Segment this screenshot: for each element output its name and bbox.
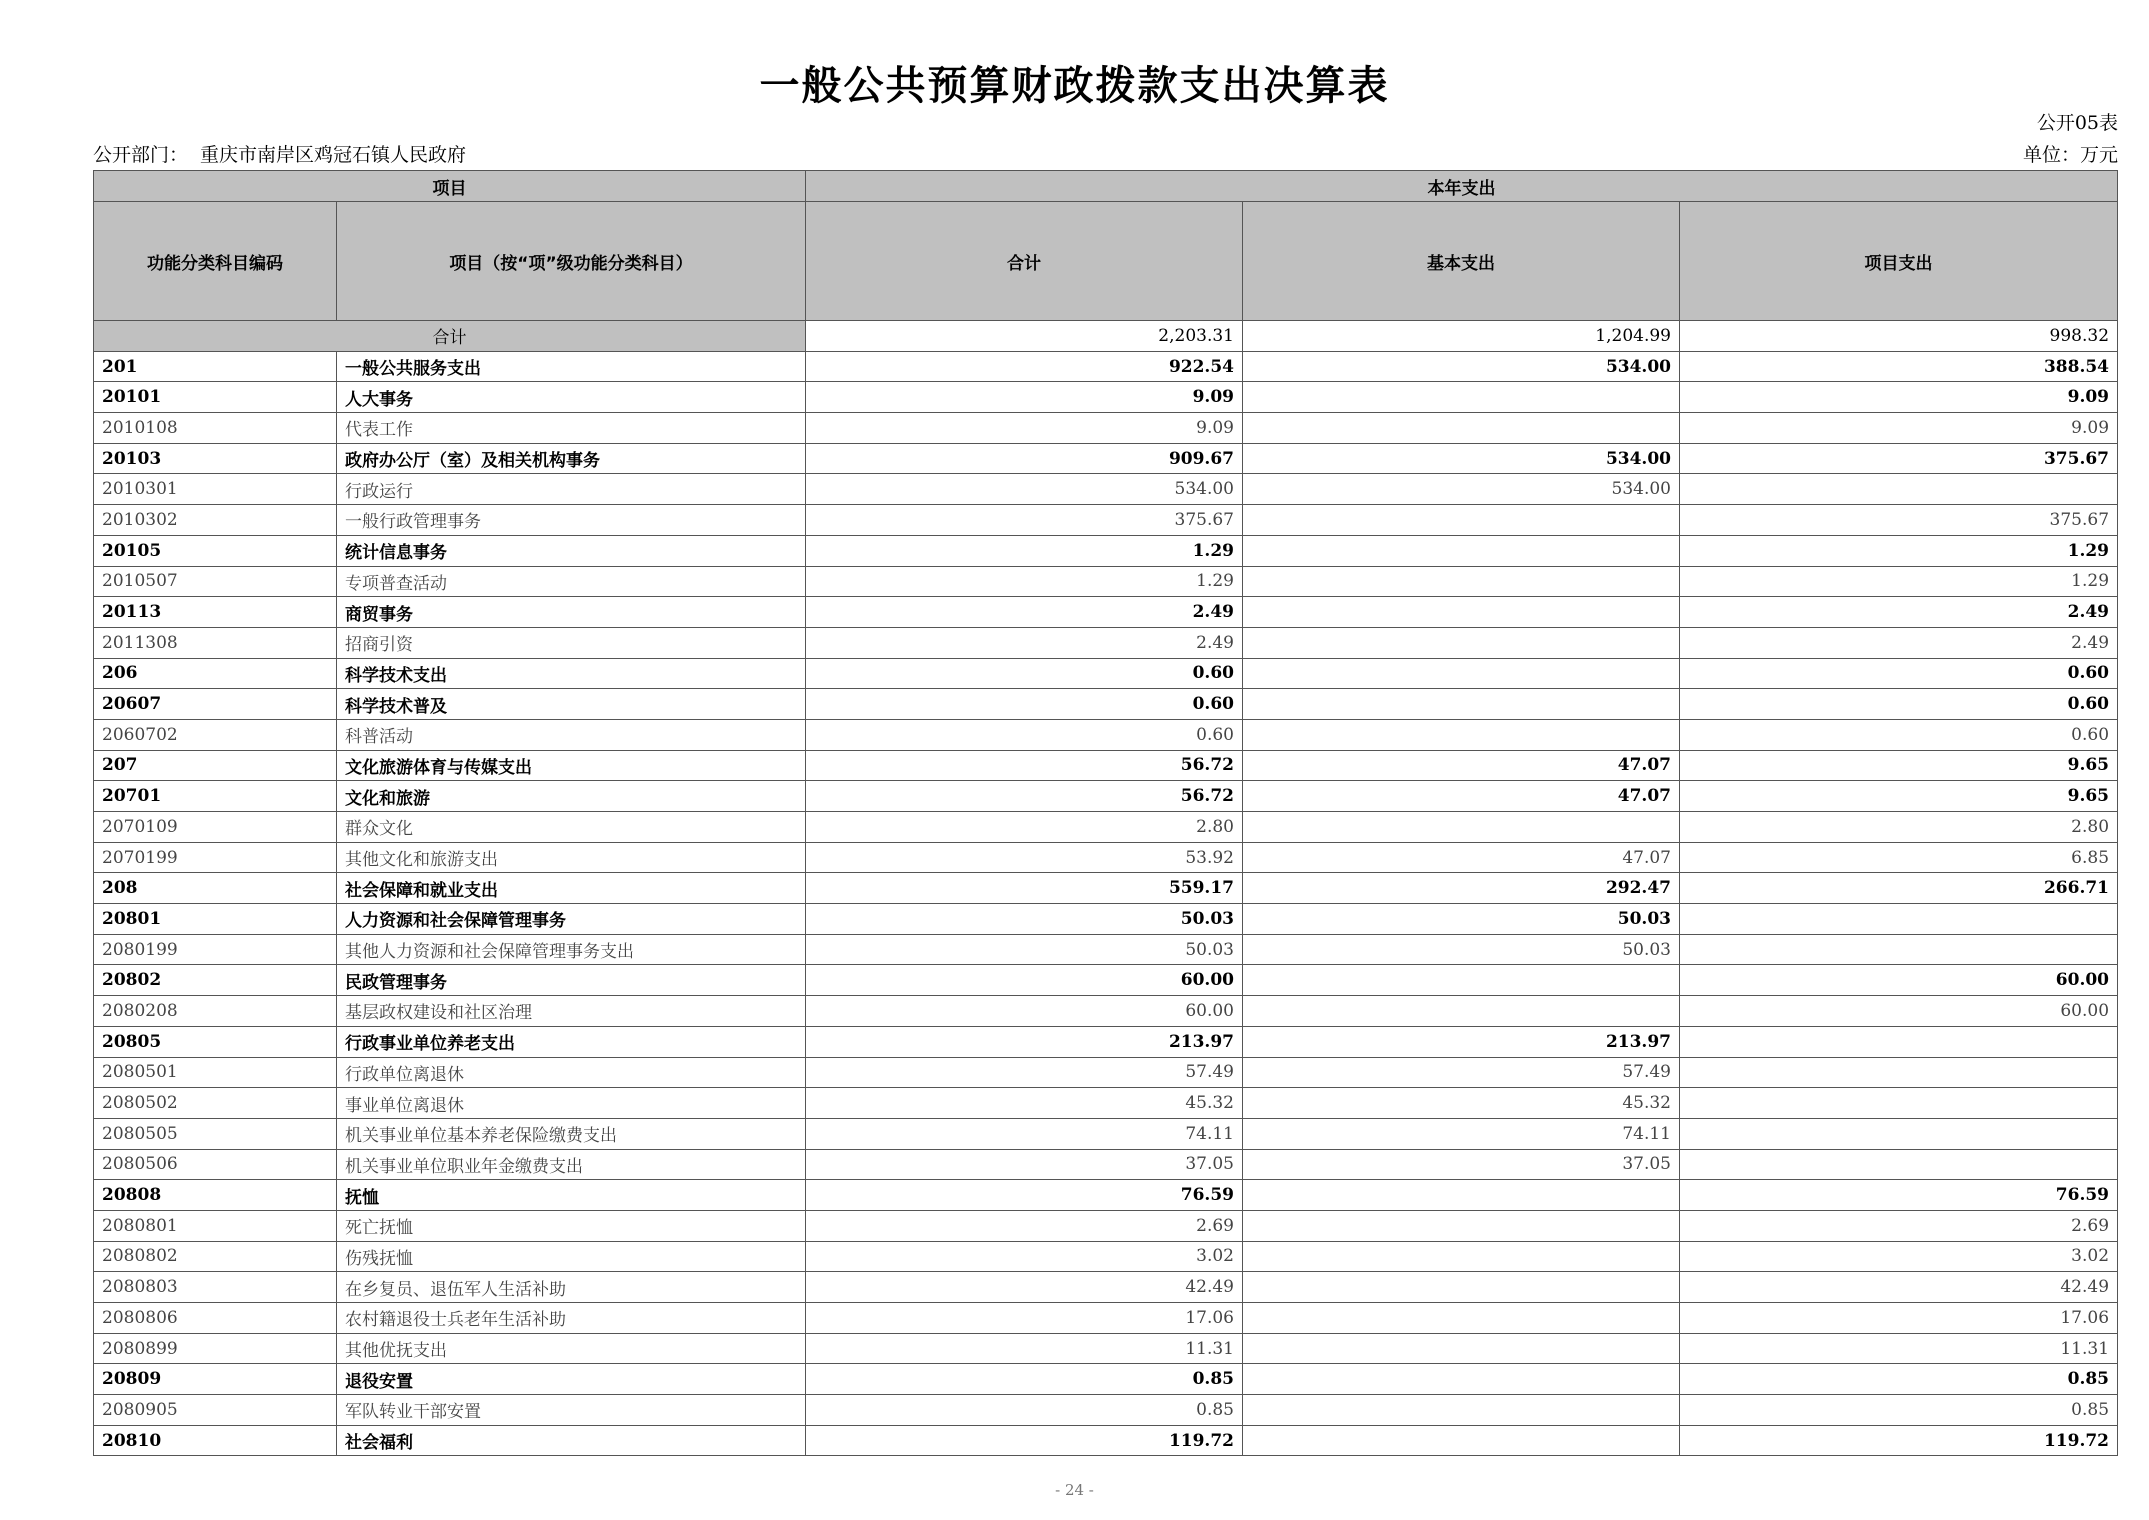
cell-code: 20805 [94, 1026, 337, 1057]
cell-total: 53.92 [806, 842, 1243, 873]
table-row [94, 1088, 2118, 1119]
cell-code: 2080199 [94, 934, 337, 965]
cell-code: 20801 [94, 904, 337, 935]
table-row [94, 1149, 2118, 1180]
table-row [94, 1118, 2118, 1149]
cell-code: 20809 [94, 1364, 337, 1395]
cell-basic: 534.00 [1243, 474, 1680, 505]
cell-total: 60.00 [806, 996, 1243, 1027]
cell-total: 57.49 [806, 1057, 1243, 1088]
expenditure-table [93, 170, 2118, 1456]
cell-code: 20607 [94, 689, 337, 720]
cell-basic [1243, 719, 1680, 750]
cell-total: 50.03 [806, 934, 1243, 965]
cell-code: 2080502 [94, 1088, 337, 1119]
cell-name: 其他文化和旅游支出 [337, 842, 806, 873]
table-body [94, 321, 2118, 1456]
table-row [94, 597, 2118, 628]
cell-project: 9.65 [1680, 750, 2118, 781]
cell-code: 20113 [94, 597, 337, 628]
page-title: 一般公共预算财政拨款支出决算表 [759, 63, 1390, 109]
table-row [94, 689, 2118, 720]
department-line [93, 140, 466, 167]
cell-name: 行政单位离退休 [337, 1057, 806, 1088]
cell-code: 201 [94, 351, 337, 382]
cell-name: 政府办公厅（室）及相关机构事务 [337, 443, 806, 474]
table-row [94, 658, 2118, 689]
cell-project: 2.80 [1680, 812, 2118, 843]
cell-project: 1.29 [1680, 566, 2118, 597]
cell-project: 11.31 [1680, 1333, 2118, 1364]
table-row [94, 1026, 2118, 1057]
cell-total: 45.32 [806, 1088, 1243, 1119]
cell-basic [1243, 597, 1680, 628]
cell-basic: 74.11 [1243, 1118, 1680, 1149]
cell-total: 60.00 [806, 965, 1243, 996]
cell-project: 0.60 [1680, 689, 2118, 720]
cell-code: 2080501 [94, 1057, 337, 1088]
cell-project: 119.72 [1680, 1425, 2118, 1456]
cell-total: 74.11 [806, 1118, 1243, 1149]
table-row [94, 1425, 2118, 1456]
cell-basic: 47.07 [1243, 842, 1680, 873]
cell-code: 2070109 [94, 812, 337, 843]
table-row [94, 904, 2118, 935]
table-row [94, 382, 2118, 413]
cell-total: 2.80 [806, 812, 1243, 843]
cell-code: 2080801 [94, 1210, 337, 1241]
table-row [94, 1333, 2118, 1364]
cell-name: 行政事业单位养老支出 [337, 1026, 806, 1057]
table-row [94, 842, 2118, 873]
cell-basic [1243, 1395, 1680, 1426]
cell-basic [1243, 1425, 1680, 1456]
cell-basic: 47.07 [1243, 781, 1680, 812]
header-basic: 基本支出 [1243, 202, 1680, 321]
cell-code: 2070199 [94, 842, 337, 873]
cell-name: 招商引资 [337, 627, 806, 658]
cell-name: 社会保障和就业支出 [337, 873, 806, 904]
table-row [94, 934, 2118, 965]
cell-name: 事业单位离退休 [337, 1088, 806, 1119]
cell-name: 行政运行 [337, 474, 806, 505]
cell-code: 2080208 [94, 996, 337, 1027]
cell-project [1680, 474, 2118, 505]
cell-name: 基层政权建设和社区治理 [337, 996, 806, 1027]
table-row [94, 996, 2118, 1027]
cell-project: 9.09 [1680, 382, 2118, 413]
cell-total: 2.69 [806, 1210, 1243, 1241]
cell-basic [1243, 689, 1680, 720]
cell-code: 2080803 [94, 1272, 337, 1303]
cell-total: 11.31 [806, 1333, 1243, 1364]
cell-basic [1243, 1333, 1680, 1364]
cell-basic [1243, 566, 1680, 597]
header-code: 功能分类科目编码 [94, 202, 337, 321]
cell-basic: 534.00 [1243, 351, 1680, 382]
table-row [94, 1210, 2118, 1241]
cell-total: 2.49 [806, 597, 1243, 628]
cell-project: 388.54 [1680, 351, 2118, 382]
cell-total: 42.49 [806, 1272, 1243, 1303]
cell-code: 2080506 [94, 1149, 337, 1180]
cell-basic [1243, 627, 1680, 658]
cell-total: 0.85 [806, 1364, 1243, 1395]
cell-basic: 45.32 [1243, 1088, 1680, 1119]
cell-project: 266.71 [1680, 873, 2118, 904]
cell-name: 统计信息事务 [337, 535, 806, 566]
table-row [94, 1272, 2118, 1303]
cell-basic: 37.05 [1243, 1149, 1680, 1180]
cell-project: 9.09 [1680, 413, 2118, 444]
table-row [94, 1395, 2118, 1426]
cell-basic [1243, 382, 1680, 413]
cell-code: 2080806 [94, 1303, 337, 1334]
header-row-2 [94, 202, 2118, 321]
cell-name: 其他人力资源和社会保障管理事务支出 [337, 934, 806, 965]
cell-project: 0.60 [1680, 658, 2118, 689]
header-row-1 [94, 171, 2118, 202]
cell-project: 2.49 [1680, 627, 2118, 658]
unit-label: 单位：万元 [2022, 144, 2118, 166]
cell-basic [1243, 1241, 1680, 1272]
header-total: 合计 [806, 202, 1243, 321]
cell-total: 37.05 [806, 1149, 1243, 1180]
table-row [94, 1364, 2118, 1395]
cell-project: 0.60 [1680, 719, 2118, 750]
cell-project [1680, 1026, 2118, 1057]
cell-project: 0.85 [1680, 1395, 2118, 1426]
cell-total: 0.85 [806, 1395, 1243, 1426]
cell-basic: 57.49 [1243, 1057, 1680, 1088]
cell-code: 2011308 [94, 627, 337, 658]
cell-code: 20103 [94, 443, 337, 474]
cell-total: 0.60 [806, 658, 1243, 689]
cell-code: 2080802 [94, 1241, 337, 1272]
cell-name: 退役安置 [337, 1364, 806, 1395]
cell-basic [1243, 965, 1680, 996]
cell-total: 50.03 [806, 904, 1243, 935]
cell-code: 208 [94, 873, 337, 904]
cell-total: 119.72 [806, 1425, 1243, 1456]
table-row [94, 474, 2118, 505]
cell-basic: 213.97 [1243, 1026, 1680, 1057]
cell-total: 922.54 [806, 351, 1243, 382]
cell-name: 群众文化 [337, 812, 806, 843]
cell-name: 科普活动 [337, 719, 806, 750]
cell-total: 9.09 [806, 413, 1243, 444]
cell-name: 社会福利 [337, 1425, 806, 1456]
cell-total: 559.17 [806, 873, 1243, 904]
cell-project [1680, 1057, 2118, 1088]
header-project-exp: 项目支出 [1680, 202, 2118, 321]
department-name: 重庆市南岸区鸡冠石镇人民政府 [200, 144, 467, 166]
table-row [94, 781, 2118, 812]
cell-total: 534.00 [806, 474, 1243, 505]
header-current-year: 本年支出 [806, 171, 2118, 202]
cell-code: 20810 [94, 1425, 337, 1456]
cell-project: 6.85 [1680, 842, 2118, 873]
header-name: 项目（按“项”级功能分类科目） [337, 202, 806, 321]
cell-total: 1.29 [806, 566, 1243, 597]
cell-total: 0.60 [806, 719, 1243, 750]
table-number: 公开05表 [2036, 112, 2118, 134]
cell-project [1680, 904, 2118, 935]
cell-basic: 50.03 [1243, 934, 1680, 965]
cell-name: 民政管理事务 [337, 965, 806, 996]
cell-project: 375.67 [1680, 505, 2118, 536]
cell-total: 76.59 [806, 1180, 1243, 1211]
cell-code: 2080899 [94, 1333, 337, 1364]
cell-total: 9.09 [806, 382, 1243, 413]
cell-name: 文化和旅游 [337, 781, 806, 812]
cell-project [1680, 1118, 2118, 1149]
cell-basic: 292.47 [1243, 873, 1680, 904]
cell-basic [1243, 1364, 1680, 1395]
cell-project: 3.02 [1680, 1241, 2118, 1272]
cell-name: 文化旅游体育与传媒支出 [337, 750, 806, 781]
table-row [94, 505, 2118, 536]
cell-code: 2010301 [94, 474, 337, 505]
total-sum: 2,203.31 [806, 321, 1243, 352]
total-basic: 1,204.99 [1243, 321, 1680, 352]
cell-code: 2060702 [94, 719, 337, 750]
cell-total: 0.60 [806, 689, 1243, 720]
cell-code: 2080505 [94, 1118, 337, 1149]
cell-name: 代表工作 [337, 413, 806, 444]
cell-total: 375.67 [806, 505, 1243, 536]
cell-name: 一般公共服务支出 [337, 351, 806, 382]
cell-project: 2.69 [1680, 1210, 2118, 1241]
cell-basic [1243, 812, 1680, 843]
cell-project: 9.65 [1680, 781, 2118, 812]
cell-name: 死亡抚恤 [337, 1210, 806, 1241]
cell-total: 3.02 [806, 1241, 1243, 1272]
cell-name: 专项普查活动 [337, 566, 806, 597]
cell-code: 2080905 [94, 1395, 337, 1426]
cell-total: 1.29 [806, 535, 1243, 566]
header-project: 项目 [94, 171, 806, 202]
cell-basic [1243, 996, 1680, 1027]
table-row [94, 627, 2118, 658]
cell-total: 213.97 [806, 1026, 1243, 1057]
cell-name: 抚恤 [337, 1180, 806, 1211]
table-row [94, 750, 2118, 781]
cell-project: 17.06 [1680, 1303, 2118, 1334]
cell-name: 机关事业单位职业年金缴费支出 [337, 1149, 806, 1180]
table-row [94, 965, 2118, 996]
cell-basic: 534.00 [1243, 443, 1680, 474]
table-row [94, 873, 2118, 904]
cell-project: 60.00 [1680, 996, 2118, 1027]
cell-name: 科学技术支出 [337, 658, 806, 689]
cell-project: 60.00 [1680, 965, 2118, 996]
table-row [94, 535, 2118, 566]
cell-project: 2.49 [1680, 597, 2118, 628]
cell-name: 人力资源和社会保障管理事务 [337, 904, 806, 935]
table-header [94, 171, 2118, 321]
table-row [94, 566, 2118, 597]
cell-project: 42.49 [1680, 1272, 2118, 1303]
table-row [94, 351, 2118, 382]
department-label: 公开部门： [93, 144, 189, 166]
cell-name: 农村籍退役士兵老年生活补助 [337, 1303, 806, 1334]
table-row [94, 1057, 2118, 1088]
cell-total: 17.06 [806, 1303, 1243, 1334]
cell-name: 机关事业单位基本养老保险缴费支出 [337, 1118, 806, 1149]
cell-name: 人大事务 [337, 382, 806, 413]
cell-code: 2010507 [94, 566, 337, 597]
cell-basic [1243, 535, 1680, 566]
cell-name: 其他优抚支出 [337, 1333, 806, 1364]
cell-total: 56.72 [806, 750, 1243, 781]
cell-basic [1243, 505, 1680, 536]
cell-name: 一般行政管理事务 [337, 505, 806, 536]
cell-basic: 50.03 [1243, 904, 1680, 935]
page-number: - 24 - [1055, 1481, 1094, 1499]
cell-project: 375.67 [1680, 443, 2118, 474]
cell-code: 20101 [94, 382, 337, 413]
total-label: 合计 [94, 321, 806, 352]
cell-basic: 47.07 [1243, 750, 1680, 781]
table-row [94, 719, 2118, 750]
table-row [94, 443, 2118, 474]
cell-code: 2010302 [94, 505, 337, 536]
cell-name: 在乡复员、退伍军人生活补助 [337, 1272, 806, 1303]
cell-basic [1243, 658, 1680, 689]
cell-total: 909.67 [806, 443, 1243, 474]
table-row [94, 1241, 2118, 1272]
cell-name: 伤残抚恤 [337, 1241, 806, 1272]
cell-name: 科学技术普及 [337, 689, 806, 720]
cell-code: 20802 [94, 965, 337, 996]
cell-total: 2.49 [806, 627, 1243, 658]
cell-project [1680, 1088, 2118, 1119]
cell-basic [1243, 1180, 1680, 1211]
cell-basic [1243, 1303, 1680, 1334]
cell-project: 76.59 [1680, 1180, 2118, 1211]
cell-basic [1243, 1272, 1680, 1303]
cell-project [1680, 1149, 2118, 1180]
cell-total: 56.72 [806, 781, 1243, 812]
cell-code: 206 [94, 658, 337, 689]
table-row [94, 1303, 2118, 1334]
cell-project: 1.29 [1680, 535, 2118, 566]
cell-basic [1243, 1210, 1680, 1241]
cell-code: 20105 [94, 535, 337, 566]
cell-name: 商贸事务 [337, 597, 806, 628]
cell-name: 军队转业干部安置 [337, 1395, 806, 1426]
table-row [94, 1180, 2118, 1211]
table-row [94, 812, 2118, 843]
cell-code: 20701 [94, 781, 337, 812]
total-row [94, 321, 2118, 352]
cell-code: 207 [94, 750, 337, 781]
cell-code: 2010108 [94, 413, 337, 444]
cell-code: 20808 [94, 1180, 337, 1211]
cell-project [1680, 934, 2118, 965]
total-project: 998.32 [1680, 321, 2118, 352]
cell-project: 0.85 [1680, 1364, 2118, 1395]
table-row [94, 413, 2118, 444]
cell-basic [1243, 413, 1680, 444]
